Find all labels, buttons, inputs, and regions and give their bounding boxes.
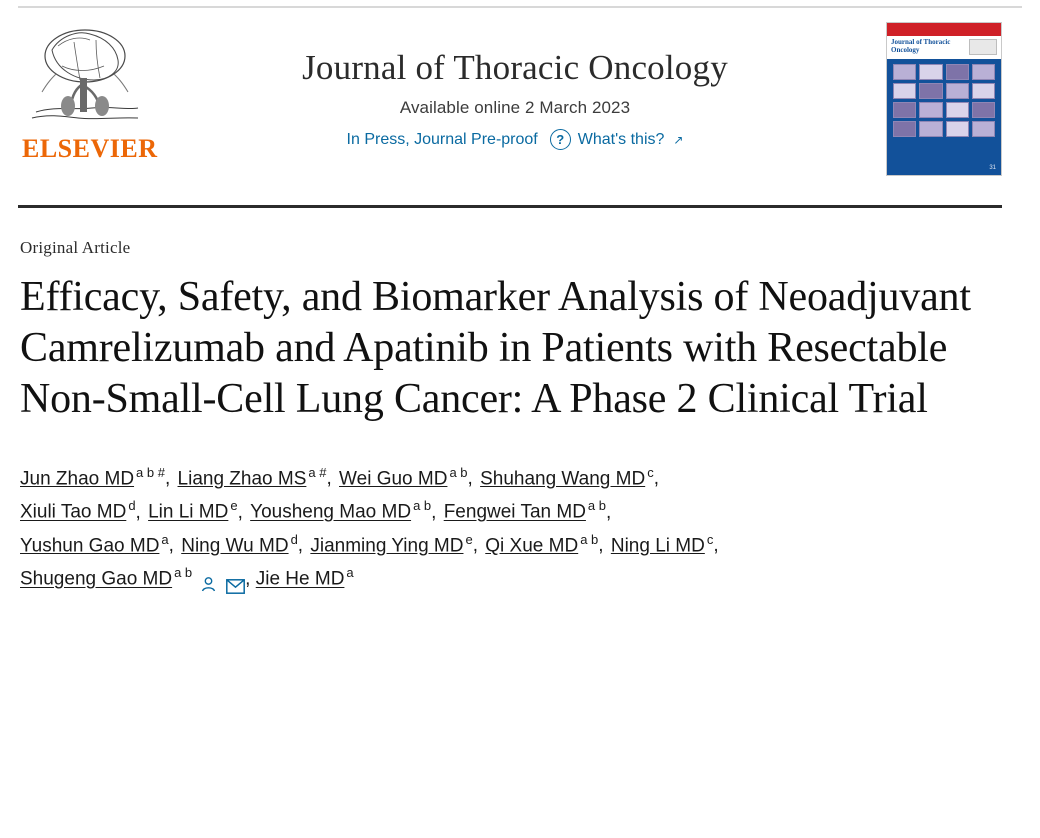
author-separator: , xyxy=(297,535,309,557)
cover-grid-cell xyxy=(946,102,969,118)
elsevier-logo[interactable] xyxy=(18,22,172,162)
author-affiliation-marker[interactable]: a b xyxy=(413,498,432,514)
journal-status-row xyxy=(172,129,858,150)
author-affiliation-marker[interactable]: e xyxy=(465,531,473,547)
author-separator: , xyxy=(245,568,256,590)
whats-this-link[interactable] xyxy=(550,129,684,150)
author-affiliation-marker[interactable]: e xyxy=(230,498,238,514)
author-affiliation-marker[interactable]: d xyxy=(290,531,298,547)
author-separator: , xyxy=(135,501,147,523)
author-name[interactable]: Liang Zhao MS xyxy=(177,468,307,490)
author-line-3 xyxy=(20,529,980,563)
page-title: Efficacy, Safety, and Biomarker Analysis of Neoadjuvant Camrelizumab and Apatinib in Patients with Resectable Non-Small-Cell Lung Cancer: A Phase 2 Clinical Trial xyxy=(20,274,971,423)
author-affiliation-marker[interactable]: a b xyxy=(174,565,193,581)
cover-grid-cell xyxy=(972,121,995,137)
corresponding-author-icons xyxy=(200,571,245,588)
cover-page-number: 31 xyxy=(989,165,996,171)
author-affiliation-marker[interactable]: d xyxy=(128,498,136,514)
cover-grid-cell xyxy=(919,102,942,118)
author-separator: , xyxy=(472,535,484,557)
cover-grid-cell xyxy=(893,83,916,99)
author-separator: , xyxy=(431,501,442,523)
author-list xyxy=(20,462,980,596)
author-separator: , xyxy=(606,501,612,523)
author-name[interactable]: Jie He MD xyxy=(255,568,345,590)
journal-header xyxy=(18,22,1002,190)
author-name[interactable]: Shugeng Gao MD xyxy=(20,568,173,590)
author-name[interactable]: Shuhang Wang MD xyxy=(480,468,646,490)
author-separator: , xyxy=(237,501,249,523)
author-line-2 xyxy=(20,495,980,529)
cover-grid-cell xyxy=(893,64,916,80)
top-divider xyxy=(18,6,1022,8)
author-separator: , xyxy=(467,468,479,490)
author-affiliation-marker[interactable]: c xyxy=(647,464,654,480)
author-affiliation-marker[interactable]: a xyxy=(346,565,354,581)
author-separator: , xyxy=(164,468,176,490)
author-name[interactable]: Yushun Gao MD xyxy=(20,535,160,557)
email-envelope-icon[interactable] xyxy=(226,572,245,587)
author-name[interactable]: Yousheng Mao MD xyxy=(250,501,412,523)
author-profile-icon[interactable] xyxy=(200,571,217,588)
question-mark-circle-icon: ? xyxy=(550,129,571,150)
author-affiliation-marker[interactable]: a b xyxy=(587,498,606,514)
cover-grid-cell xyxy=(919,121,942,137)
cover-society-logo-icon xyxy=(969,39,997,55)
author-name[interactable]: Jianming Ying MD xyxy=(310,535,464,557)
journal-availability: Available online 2 March 2023 xyxy=(399,98,631,118)
author-separator: , xyxy=(713,535,719,557)
cover-grid-cell xyxy=(919,64,942,80)
cover-grid-cell xyxy=(893,121,916,137)
author-name[interactable]: Fengwei Tan MD xyxy=(443,501,586,523)
author-line-1 xyxy=(20,462,980,496)
cover-grid-cell xyxy=(972,83,995,99)
cover-image-grid xyxy=(887,59,1001,142)
cover-grid-cell xyxy=(919,83,942,99)
author-name[interactable]: Jun Zhao MD xyxy=(20,468,135,490)
header-divider xyxy=(18,205,1002,208)
cover-grid-cell xyxy=(946,64,969,80)
cover-titlebar xyxy=(887,36,1001,59)
author-separator: , xyxy=(653,468,659,490)
author-affiliation-marker[interactable]: a xyxy=(161,531,169,547)
author-affiliation-marker[interactable]: c xyxy=(706,531,714,547)
cover-grid-cell xyxy=(972,64,995,80)
journal-info-block xyxy=(172,22,886,150)
author-name[interactable]: Lin Li MD xyxy=(148,501,229,523)
author-line-4 xyxy=(20,562,980,596)
author-name[interactable]: Qi Xue MD xyxy=(485,535,579,557)
external-link-arrow-icon: ↗ xyxy=(673,132,684,147)
elsevier-wordmark: ELSEVIER xyxy=(22,134,158,163)
press-status-label: In Press, Journal Pre-proof xyxy=(346,130,538,148)
author-name[interactable]: Wei Guo MD xyxy=(339,468,448,490)
author-affiliation-marker[interactable]: a b xyxy=(580,531,599,547)
author-name[interactable]: Ning Wu MD xyxy=(181,535,289,557)
author-name[interactable]: Ning Li MD xyxy=(610,535,705,557)
cover-top-band xyxy=(887,23,1001,36)
cover-grid-cell xyxy=(972,102,995,118)
cover-journal-name: Journal of Thoracic Oncology xyxy=(891,38,951,54)
author-affiliation-marker[interactable]: a b # xyxy=(136,464,165,480)
author-affiliation-marker[interactable]: a b xyxy=(449,464,468,480)
author-separator: , xyxy=(168,535,180,557)
author-separator: , xyxy=(598,535,609,557)
cover-grid-cell xyxy=(946,121,969,137)
author-separator: , xyxy=(326,468,338,490)
author-affiliation-marker[interactable]: a # xyxy=(308,464,327,480)
article-block xyxy=(20,238,980,596)
journal-title: Journal of Thoracic Oncology xyxy=(302,48,728,87)
journal-cover-thumbnail[interactable] xyxy=(886,22,1002,176)
whats-this-label: What's this? xyxy=(577,130,665,148)
elsevier-tree-logo-icon xyxy=(22,22,148,134)
cover-grid-cell xyxy=(946,83,969,99)
author-name[interactable]: Xiuli Tao MD xyxy=(20,501,127,523)
article-type-label: Original Article xyxy=(20,238,131,257)
cover-grid-cell xyxy=(893,102,916,118)
